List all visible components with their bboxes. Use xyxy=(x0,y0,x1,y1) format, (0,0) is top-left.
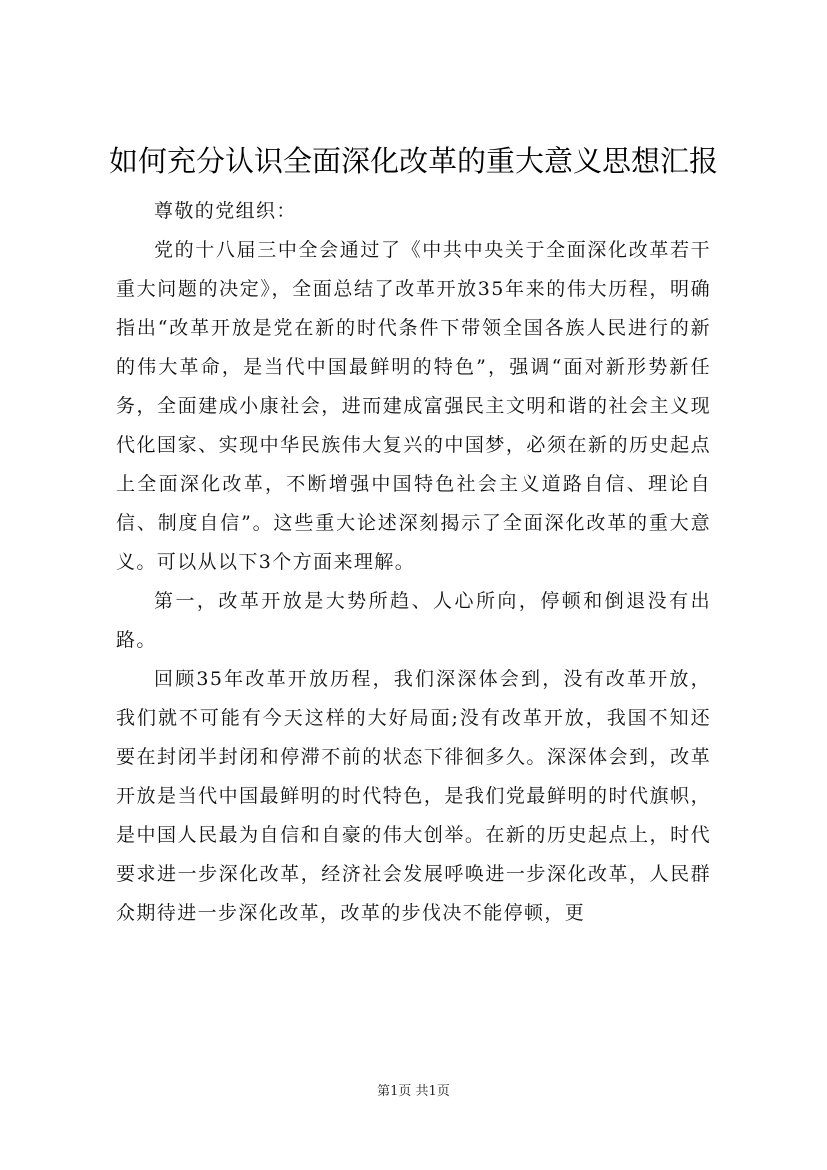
body-paragraph: 回顾35年改革开放历程，我们深深体会到，没有改革开放，我们就不可能有今天这样的大好局面;没有改革开放，我国不知还要在封闭半封闭和停滞不前的状态下徘徊多久。深深体会到，改革开放是当代中国最鲜明的时代特色，是我们党最鲜明的时代旗帜，是中国人民最为自信和自豪的伟大创举。在新的历史起点上，时代要求进一步深化改革，经济社会发展呼唤进一步深化改革，人民群众期待进一步深化改革，改革的步伐决不能停顿，更 xyxy=(116,668,711,924)
body-paragraph: 第一，改革开放是大势所趋、人心所向，停顿和倒退没有出路。 xyxy=(116,590,711,651)
salutation: 尊敬的党组织： xyxy=(154,200,297,222)
page-footer: 第1页 共1页 xyxy=(377,1084,450,1099)
body-paragraph: 党的十八届三中全会通过了《中共中央关于全面深化改革若干重大问题的决定》，全面总结了改革开放35年来的伟大历程，明确指出“改革开放是党在新的时代条件下带领全国各族人民进行的新的伟大革命，是当代中国最鲜明的特色”，强调“面对新形势新任务，全面建成小康社会，进而建成富强民主文明和谐的社会主义现代化国家、实现中华民族伟大复兴的中国梦，必须在新的历史起点上全面深化改革，不断增强中国特色社会主义道路自信、理论自信、制度自信”。这些重大论述深刻揭示了全面深化改革的重大意义。可以从以下3个方面来理解。 xyxy=(116,239,711,573)
document-title: 如何充分认识全面深化改革的重大意义思想汇报 xyxy=(108,144,718,178)
